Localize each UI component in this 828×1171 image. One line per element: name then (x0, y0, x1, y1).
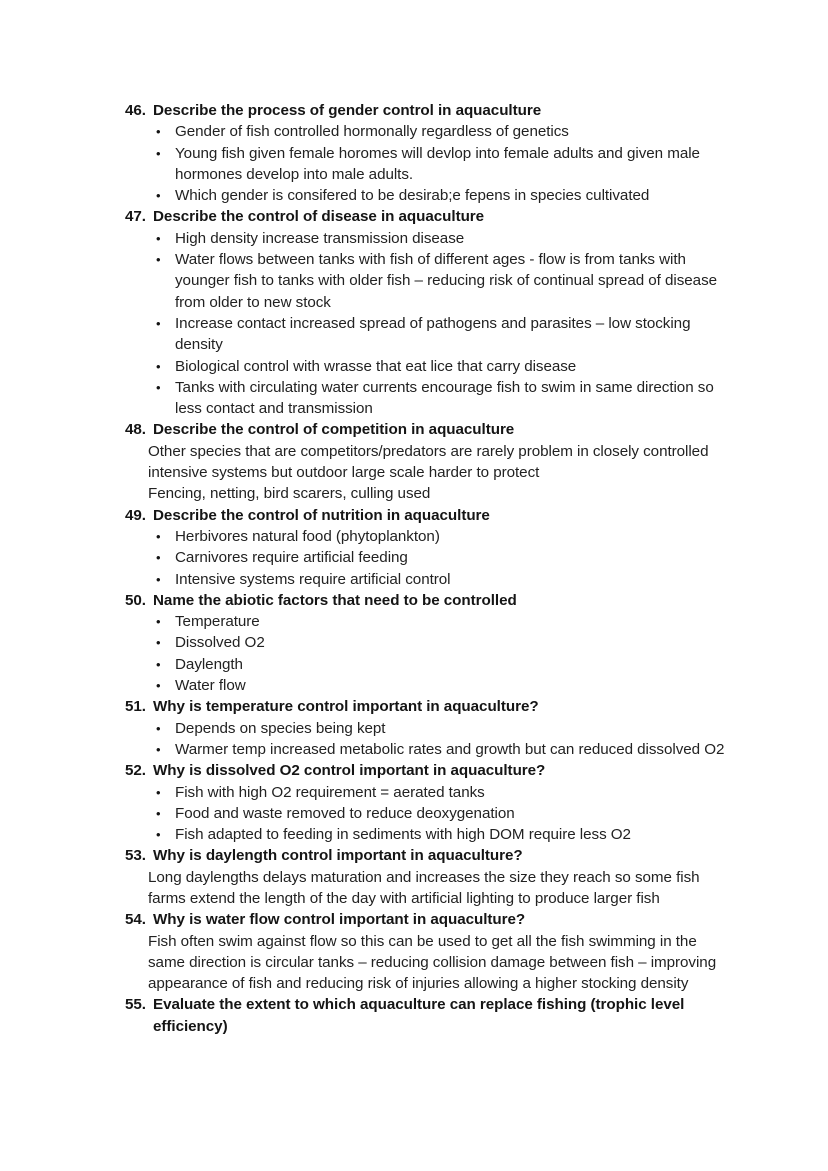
question-heading (125, 909, 730, 930)
bullet-icon: • (156, 720, 161, 736)
answer-bullet-text: High density increase transmission disease (175, 229, 465, 247)
answer-bullet-item (125, 803, 730, 824)
question-heading (125, 760, 730, 781)
answer-bullet-list (125, 526, 730, 590)
answer-bullet-item (125, 356, 730, 377)
question-heading-text: Why is daylength control important in aquaculture? (153, 847, 523, 865)
question-heading-text: Describe the control of nutrition in aquaculture (153, 506, 490, 524)
answer-bullet-text: Temperature (175, 613, 260, 631)
answer-bullet-list (125, 718, 730, 761)
question-heading (125, 590, 730, 611)
answer-bullet-item (125, 824, 730, 845)
bullet-icon: • (156, 571, 161, 587)
answer-bullet-item (125, 526, 730, 547)
question-heading (125, 419, 730, 440)
answer-paragraph: Fencing, netting, bird scarers, culling used (148, 485, 431, 503)
bullet-icon: • (156, 635, 161, 651)
bullet-icon: • (156, 678, 161, 694)
answer-bullet-text: Depends on species being kept (175, 719, 386, 737)
bullet-icon: • (156, 188, 161, 204)
answer-bullet-text: Daylength (175, 655, 243, 673)
question-heading-text: Describe the process of gender control in aquaculture (153, 102, 542, 119)
bullet-icon: • (156, 614, 161, 630)
question-heading (125, 505, 730, 526)
answer-bullet-text: Biological control with wrasse that eat lice that carry disease (175, 357, 577, 375)
answer-paragraph: Long daylengths delays maturation and increases the size they reach so some fish farms extend the length of the day with artificial lighting to produce larger fish (148, 868, 700, 907)
bullet-icon: • (156, 827, 161, 843)
answer-bullet-text: Gender of fish controlled hormonally regardless of genetics (175, 123, 569, 141)
answer-bullet-item (125, 143, 730, 186)
answer-bullet-text: Water flows between tanks with fish of different ages - flow is from tanks with younger fish to tanks with older fish – reducing risk of continual spread of disease from older to new stock (175, 251, 718, 311)
bullet-icon: • (156, 230, 161, 246)
answer-bullet-item (125, 185, 730, 206)
answer-bullet-text: Tanks with circulating water currents encourage fish to swim in same direction so less contact and transmission (175, 378, 714, 418)
answer-bullet-list (125, 121, 730, 206)
bullet-icon: • (156, 315, 161, 331)
answer-bullet-item (125, 675, 730, 696)
answer-bullet-item (125, 718, 730, 739)
question-number: 51. (125, 698, 146, 716)
bullet-icon: • (156, 252, 161, 268)
answer-bullet-item (125, 313, 730, 356)
answer-bullet-text: Herbivores natural food (phytoplankton) (175, 527, 440, 545)
answer-bullet-item (125, 632, 730, 653)
question-number: 55. (125, 996, 146, 1014)
answer-paragraph: Other species that are competitors/predators are rarely problem in closely controlled intensive systems but outdoor large scale harder to protect (148, 442, 709, 482)
answer-bullet-item (125, 739, 730, 760)
question-heading (125, 206, 730, 227)
answer-bullet-text: Which gender is consifered to be desirab;e fepens in species cultivated (175, 187, 650, 205)
answer-bullet-item (125, 547, 730, 568)
question-heading (125, 994, 730, 1037)
question-number: 49. (125, 506, 146, 524)
question-heading-text: Describe the control of disease in aquaculture (153, 208, 485, 226)
question-heading-text: Why is dissolved O2 control important in aquaculture? (153, 762, 546, 780)
answer-bullet-text: Carnivores require artificial feeding (175, 549, 408, 567)
bullet-icon: • (156, 358, 161, 374)
question-number: 48. (125, 421, 146, 439)
question-heading (125, 845, 730, 866)
answer-bullet-item (125, 249, 730, 313)
question-number: 50. (125, 591, 146, 609)
question-number: 54. (125, 911, 146, 929)
answer-paragraph: Fish often swim against flow so this can be used to get all the fish swimming in the same direction is circular tanks – reducing collision damage between fish – improving appearance of fish and reducing risk of injuries allowing a higher stocking density (148, 932, 717, 993)
question-number: 53. (125, 847, 146, 865)
question-heading-text: Describe the control of competition in aquaculture (153, 421, 515, 439)
document-body (125, 100, 730, 1037)
answer-bullet-item (125, 569, 730, 590)
answer-bullet-list (125, 228, 730, 420)
question-number: 52. (125, 762, 146, 780)
answer-bullet-item (125, 611, 730, 632)
bullet-icon: • (156, 805, 161, 821)
answer-bullet-text: Dissolved O2 (175, 634, 265, 652)
question-heading-text: Evaluate the extent to which aquaculture can replace fishing (trophic level efficiency) (153, 996, 685, 1035)
question-heading (125, 696, 730, 717)
answer-bullet-text: Water flow (175, 677, 246, 695)
answer-bullet-item (125, 654, 730, 675)
bullet-icon: • (156, 656, 161, 672)
answer-bullet-item (125, 121, 730, 142)
question-heading-text: Why is water flow control important in aquaculture? (153, 911, 526, 929)
answer-bullet-text: Young fish given female horomes will devlop into female adults and given male hormones develop into male adults. (175, 144, 700, 183)
bullet-icon: • (156, 784, 161, 800)
answer-bullet-text: Intensive systems require artificial control (175, 570, 451, 588)
bullet-icon: • (156, 550, 161, 566)
bullet-icon: • (156, 145, 161, 161)
answer-bullet-text: Warmer temp increased metabolic rates and growth but can reduced dissolved O2 (175, 740, 725, 758)
answer-bullet-text: Food and waste removed to reduce deoxygenation (175, 804, 515, 822)
question-heading-text: Name the abiotic factors that need to be controlled (153, 591, 517, 609)
question-heading-text: Why is temperature control important in aquaculture? (153, 698, 539, 716)
bullet-icon: • (156, 528, 161, 544)
answer-bullet-text: Fish adapted to feeding in sediments with high DOM require less O2 (175, 826, 631, 844)
question-number: 47. (125, 208, 146, 226)
bullet-icon: • (156, 124, 161, 140)
bullet-icon: • (156, 379, 161, 395)
answer-bullet-item (125, 228, 730, 249)
answer-bullet-list (125, 782, 730, 846)
answer-bullet-item (125, 782, 730, 803)
answer-bullet-list (125, 611, 730, 696)
answer-bullet-text: Increase contact increased spread of pathogens and parasites – low stocking density (175, 314, 691, 354)
question-number: 46. (125, 102, 146, 119)
answer-bullet-item (125, 377, 730, 420)
bullet-icon: • (156, 741, 161, 757)
question-heading (125, 100, 730, 121)
answer-bullet-text: Fish with high O2 requirement = aerated tanks (175, 783, 485, 801)
